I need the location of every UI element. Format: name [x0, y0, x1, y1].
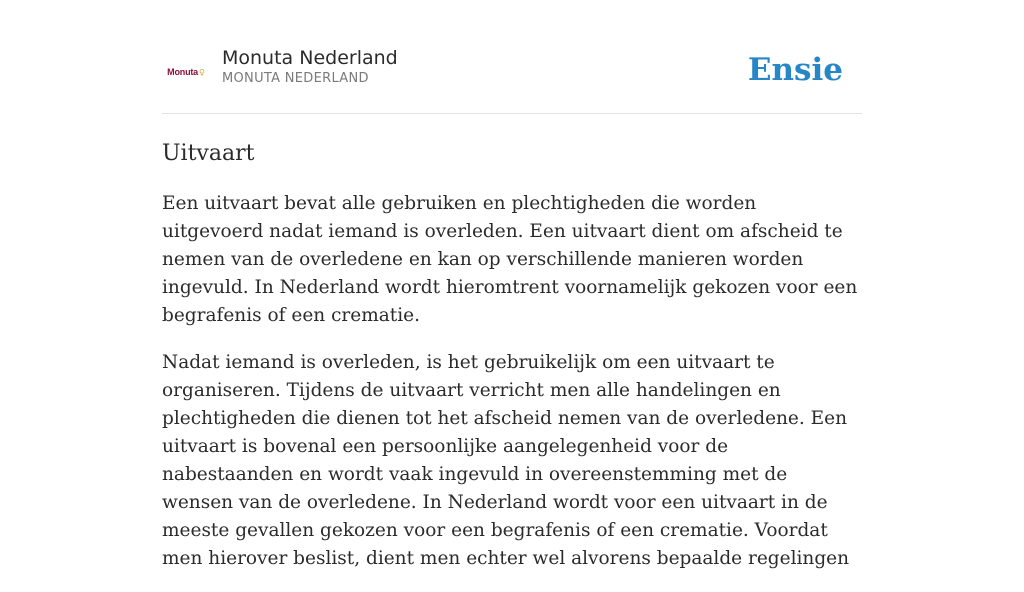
- article-body: [162, 190, 862, 573]
- article-paragraph: Een uitvaart bevat alle gebruiken en plechtigheden die worden uitgevoerd nadat iemand is overleden. Een uitvaart dient om afscheid te nemen van de overledene en kan op verschillende manieren worden ingevuld. In Nederland wordt hieromtrent voornamelijk gekozen voor een begrafenis of een crematie.: [162, 193, 858, 326]
- header: [162, 0, 862, 114]
- author-name[interactable]: Monuta Nederland: [222, 47, 398, 69]
- logo-mark-icon: ♀: [198, 67, 205, 77]
- article-title: Uitvaart: [162, 141, 255, 166]
- author-info: [222, 46, 398, 86]
- logo-text: Monuta: [167, 67, 198, 77]
- page: [162, 0, 862, 592]
- brand-logo[interactable]: Ensie: [747, 52, 843, 88]
- author-logo[interactable]: [162, 48, 210, 96]
- author-handle[interactable]: MONUTA NEDERLAND: [222, 71, 369, 86]
- article-paragraph: Nadat iemand is overleden, is het gebruikelijk om een uitvaart te organiseren. Tijdens de uitvaart verricht men alle handelingen en plechtigheden die dienen tot het afscheid nemen van de overledene. Een uitvaart is bovenal een persoonlijke aangelegenheid voor de nabestaanden en wordt vaak ingevuld in overeenstemming met de wensen van de overledene. In Nederland wordt voor een uitvaart in de meeste gevallen gekozen voor een begrafenis of een crematie. Voordat men hierover beslist, dient men echter wel alvorens bepaalde regelingen: [162, 352, 850, 569]
